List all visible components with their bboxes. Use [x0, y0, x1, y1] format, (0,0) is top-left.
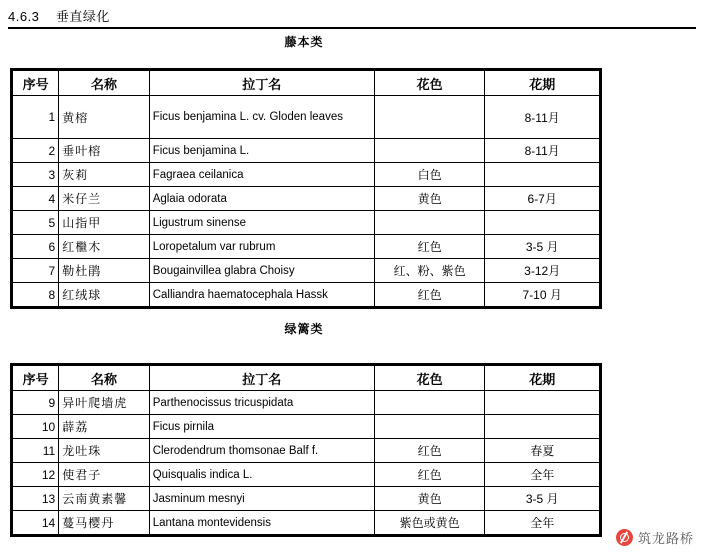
cell-name: 龙吐珠 — [59, 439, 149, 463]
cell-color: 黄色 — [374, 487, 485, 511]
cell-latin: Fagraea ceilanica — [149, 163, 374, 187]
table-header-row — [13, 71, 600, 96]
table-wrapper-1 — [10, 68, 602, 309]
cell-bloom — [485, 415, 600, 439]
cell-bloom — [485, 211, 600, 235]
cell-color: 红、粉、紫色 — [374, 259, 485, 283]
table-row — [13, 415, 600, 439]
cell-color: 紫色或黄色 — [374, 511, 485, 535]
cell-latin: Calliandra haematocephala Hassk — [149, 283, 374, 307]
table-row — [13, 235, 600, 259]
table-caption-2: 绿篱类 — [284, 322, 324, 336]
cell-name: 米仔兰 — [59, 187, 149, 211]
watermark-badge — [616, 528, 694, 547]
cell-bloom: 7-10 月 — [485, 283, 600, 307]
cell-color — [374, 415, 485, 439]
cell-latin: Loropetalum var rubrum — [149, 235, 374, 259]
cell-name: 垂叶榕 — [59, 139, 149, 163]
cell-no: 13 — [13, 487, 59, 511]
cell-name: 黄榕 — [59, 96, 149, 139]
section-heading — [8, 6, 110, 25]
cell-name: 云南黄素馨 — [59, 487, 149, 511]
cell-no: 8 — [13, 283, 59, 307]
table-row — [13, 487, 600, 511]
cell-bloom: 6-7月 — [485, 187, 600, 211]
table-row — [13, 283, 600, 307]
cell-name: 红檵木 — [59, 235, 149, 259]
cell-bloom: 全年 — [485, 511, 600, 535]
cell-no: 5 — [13, 211, 59, 235]
table-row — [13, 391, 600, 415]
cell-color — [374, 139, 485, 163]
cell-name: 红绒球 — [59, 283, 149, 307]
cell-latin: Ficus benjamina L. cv. Gloden leaves — [149, 96, 374, 139]
section-number: 4.6.3 — [8, 9, 40, 24]
table-header-row — [13, 366, 600, 391]
column-header-no: 序号 — [13, 366, 59, 391]
heading-divider — [8, 27, 696, 29]
cell-no: 7 — [13, 259, 59, 283]
column-header-color: 花色 — [374, 71, 485, 96]
table-row — [13, 96, 600, 139]
cell-color: 红色 — [374, 235, 485, 259]
cell-color: 红色 — [374, 463, 485, 487]
cell-bloom: 全年 — [485, 463, 600, 487]
cell-latin: Clerodendrum thomsonae Balf f. — [149, 439, 374, 463]
column-header-no: 序号 — [13, 71, 59, 96]
cell-bloom: 春夏 — [485, 439, 600, 463]
cell-bloom: 8-11月 — [485, 96, 600, 139]
cell-no: 2 — [13, 139, 59, 163]
cell-name: 薜荔 — [59, 415, 149, 439]
red-circle-logo-icon — [616, 529, 633, 546]
cell-color: 红色 — [374, 283, 485, 307]
cell-bloom: 3-5 月 — [485, 235, 600, 259]
table-row — [13, 511, 600, 535]
cell-no: 11 — [13, 439, 59, 463]
cell-bloom: 3-12月 — [485, 259, 600, 283]
cell-latin: Quisqualis indica L. — [149, 463, 374, 487]
column-header-name: 名称 — [59, 366, 149, 391]
cell-latin: Bougainvillea glabra Choisy — [149, 259, 374, 283]
cell-no: 1 — [13, 96, 59, 139]
cell-no: 12 — [13, 463, 59, 487]
cell-name: 使君子 — [59, 463, 149, 487]
cell-latin: Ficus pirnila — [149, 415, 374, 439]
table-row — [13, 187, 600, 211]
cell-color: 黄色 — [374, 187, 485, 211]
table-row — [13, 259, 600, 283]
cell-color: 红色 — [374, 439, 485, 463]
cell-latin: Jasminum mesnyi — [149, 487, 374, 511]
cell-bloom — [485, 163, 600, 187]
cell-color — [374, 391, 485, 415]
cell-no: 10 — [13, 415, 59, 439]
cell-bloom — [485, 391, 600, 415]
cell-name: 灰莉 — [59, 163, 149, 187]
cell-name: 异叶爬墙虎 — [59, 391, 149, 415]
cell-color: 白色 — [374, 163, 485, 187]
section-title: 垂直绿化 — [55, 9, 110, 24]
cell-color — [374, 96, 485, 139]
cell-latin: Ficus benjamina L. — [149, 139, 374, 163]
cell-name: 勒杜鹃 — [59, 259, 149, 283]
cell-no: 3 — [13, 163, 59, 187]
cell-latin: Lantana montevidensis — [149, 511, 374, 535]
watermark-label: 筑龙路桥 — [637, 531, 694, 546]
plant-table-1 — [12, 70, 600, 307]
cell-bloom: 8-11月 — [485, 139, 600, 163]
cell-color — [374, 211, 485, 235]
column-header-color: 花色 — [374, 366, 485, 391]
cell-name: 山指甲 — [59, 211, 149, 235]
cell-latin: Aglaia odorata — [149, 187, 374, 211]
cell-no: 4 — [13, 187, 59, 211]
column-header-bloom: 花期 — [485, 71, 600, 96]
column-header-name: 名称 — [59, 71, 149, 96]
table-row — [13, 463, 600, 487]
table-row — [13, 139, 600, 163]
table-caption-1: 藤本类 — [284, 35, 324, 49]
table-wrapper-2 — [10, 363, 602, 537]
cell-no: 14 — [13, 511, 59, 535]
cell-no: 6 — [13, 235, 59, 259]
table-row — [13, 439, 600, 463]
plant-table-2 — [12, 365, 600, 535]
cell-latin: Ligustrum sinense — [149, 211, 374, 235]
table-row — [13, 163, 600, 187]
column-header-bloom: 花期 — [485, 366, 600, 391]
cell-latin: Parthenocissus tricuspidata — [149, 391, 374, 415]
cell-bloom: 3-5 月 — [485, 487, 600, 511]
table-row — [13, 211, 600, 235]
cell-no: 9 — [13, 391, 59, 415]
column-header-latin: 拉丁名 — [149, 366, 374, 391]
cell-name: 蔓马樱丹 — [59, 511, 149, 535]
column-header-latin: 拉丁名 — [149, 71, 374, 96]
